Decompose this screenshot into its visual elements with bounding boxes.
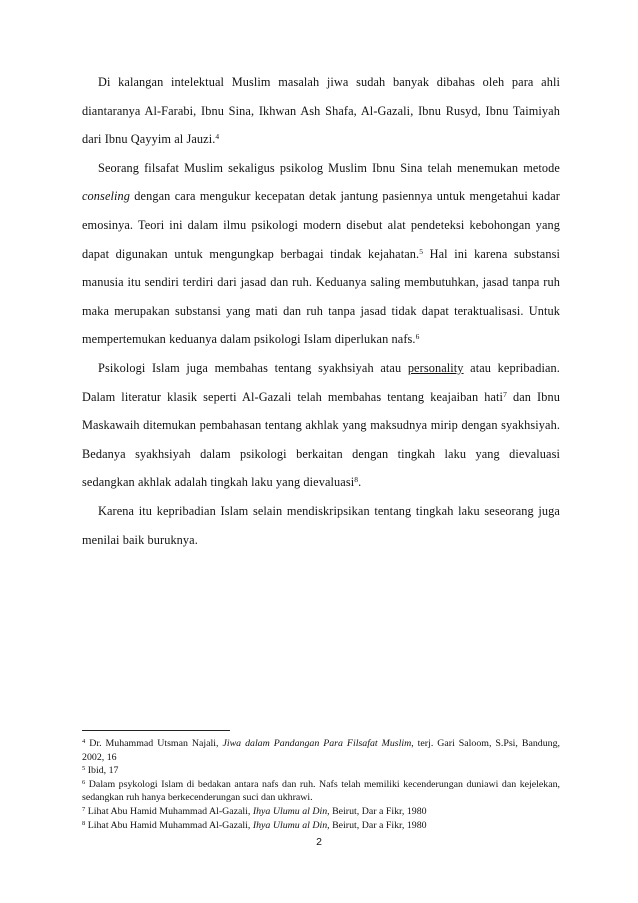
footnote-ref-8[interactable]: 8	[354, 475, 359, 485]
footnote-number: 6	[82, 778, 86, 786]
footnote-7	[82, 805, 560, 819]
footnote-text-tail: , Beirut, Dar a Fikr, 1980	[327, 819, 427, 831]
footnote-6	[82, 778, 560, 805]
footnote-text-tail: , Beirut, Dar a Fikr, 1980	[327, 805, 427, 817]
footnote-number: 4	[82, 738, 86, 745]
footnote-book-title: Ihya Ulumu al Din	[252, 805, 328, 817]
paragraph-2	[82, 154, 560, 354]
paragraph-1	[82, 68, 560, 154]
footnotes	[82, 730, 560, 832]
paragraph-3-text-b: atau kepribadian. Dalam literatur klasik seperti Al-Gazali telah membahas tentang keajaiban hati	[82, 360, 560, 404]
footnote-ref-5[interactable]: 5	[419, 246, 424, 256]
footnote-text: Dalam psykologi Islam di bedakan antara nafs dan ruh. Nafs telah memiliki kecenderungan duniawi dan kejelekan, sedangkan ruh hanya berkecenderungan suci dan ukhrawi.	[82, 778, 560, 804]
paragraph-3-underlined-term: personality	[407, 360, 464, 375]
paragraph-3-text-d: .	[358, 475, 362, 490]
paragraph-2-text-c: Hal ini karena substansi manusia itu sendiri terdiri dari jasad dan ruh. Keduanya saling membutuhkan, jasad tanpa ruh maka merupakan substansi yang mati dan ruh tanpa jasad tidak dapat teraktualisasi. Untuk mempertemukan keduanya dalam psikologi Islam diperlukan nafs.	[82, 246, 560, 347]
footnote-divider	[82, 730, 230, 731]
body-text	[82, 68, 560, 554]
footnote-number: 5	[82, 765, 86, 773]
footnote-text-tail: , terj. Gari Saloom, S.Psi, Bandung, 2002, 16	[82, 738, 560, 763]
paragraph-3-text-c: dan Ibnu Maskawaih ditemukan pembahasan tentang akhlak yang maksudnya mirip dengan syakhsiyah. Bedanya syakhsiyah dalam psikologi berkaitan dengan tingkah laku yang dievaluasi sedangkan akhlak adalah tingkah laku yang dievaluasi	[82, 389, 560, 490]
footnote-ref-7[interactable]: 7	[503, 389, 507, 399]
footnote-8	[82, 819, 560, 833]
footnote-text: Ibid, 17	[85, 765, 119, 777]
footnote-text: Dr. Muhammad Utsman Najali,	[85, 738, 223, 749]
paragraph-2-text-a: Seorang filsafat Muslim sekaligus psikolog Muslim Ibnu Sina telah menemukan metode	[98, 160, 560, 175]
footnote-ref-4[interactable]: 4	[215, 132, 220, 142]
footnote-number: 8	[82, 819, 86, 827]
footnote-ref-6[interactable]: 6	[415, 332, 420, 342]
footnote-book-title: Jiwa dalam Pandangan Para Filsafat Muslim	[222, 738, 412, 749]
paragraph-3	[82, 354, 560, 497]
footnote-number: 7	[82, 805, 86, 813]
paragraph-2-italic-term: conseling	[82, 189, 131, 204]
footnote-text: Lihat Abu Hamid Muhammad Al-Gazali,	[85, 819, 253, 831]
paragraph-4-text: Karena itu kepribadian Islam selain mendiskripsikan tentang tingkah laku seseorang juga menilai baik buruknya.	[82, 503, 560, 547]
paragraph-2-text-b: dengan cara mengukur kecepatan detak jantung pasiennya untuk mengetahui kadar emosinya. Teori ini dalam ilmu psikologi modern disebut alat pendeteksi kebohongan yang dapat digunakan untuk mengungkap berbagai tindak kejahatan.	[82, 189, 560, 261]
footnote-text: Lihat Abu Hamid Muhammad Al-Gazali,	[85, 805, 253, 817]
footnote-4	[82, 737, 560, 764]
paragraph-4	[82, 497, 560, 554]
footnote-5	[82, 764, 560, 778]
paragraph-3-text-a: Psikologi Islam juga membahas tentang syakhsiyah atau	[98, 360, 408, 375]
paragraph-1-text: Di kalangan intelektual Muslim masalah jiwa sudah banyak dibahas oleh para ahli diantaranya Al-Farabi, Ibnu Sina, Ikhwan Ash Shafa, Al-Gazali, Ibnu Rusyd, Ibnu Taimiyah dari Ibnu Qayyim al Jauzi.	[82, 75, 560, 147]
page-number: 2	[316, 836, 322, 848]
footnote-book-title: Ihya Ulumu al Din	[252, 819, 328, 831]
